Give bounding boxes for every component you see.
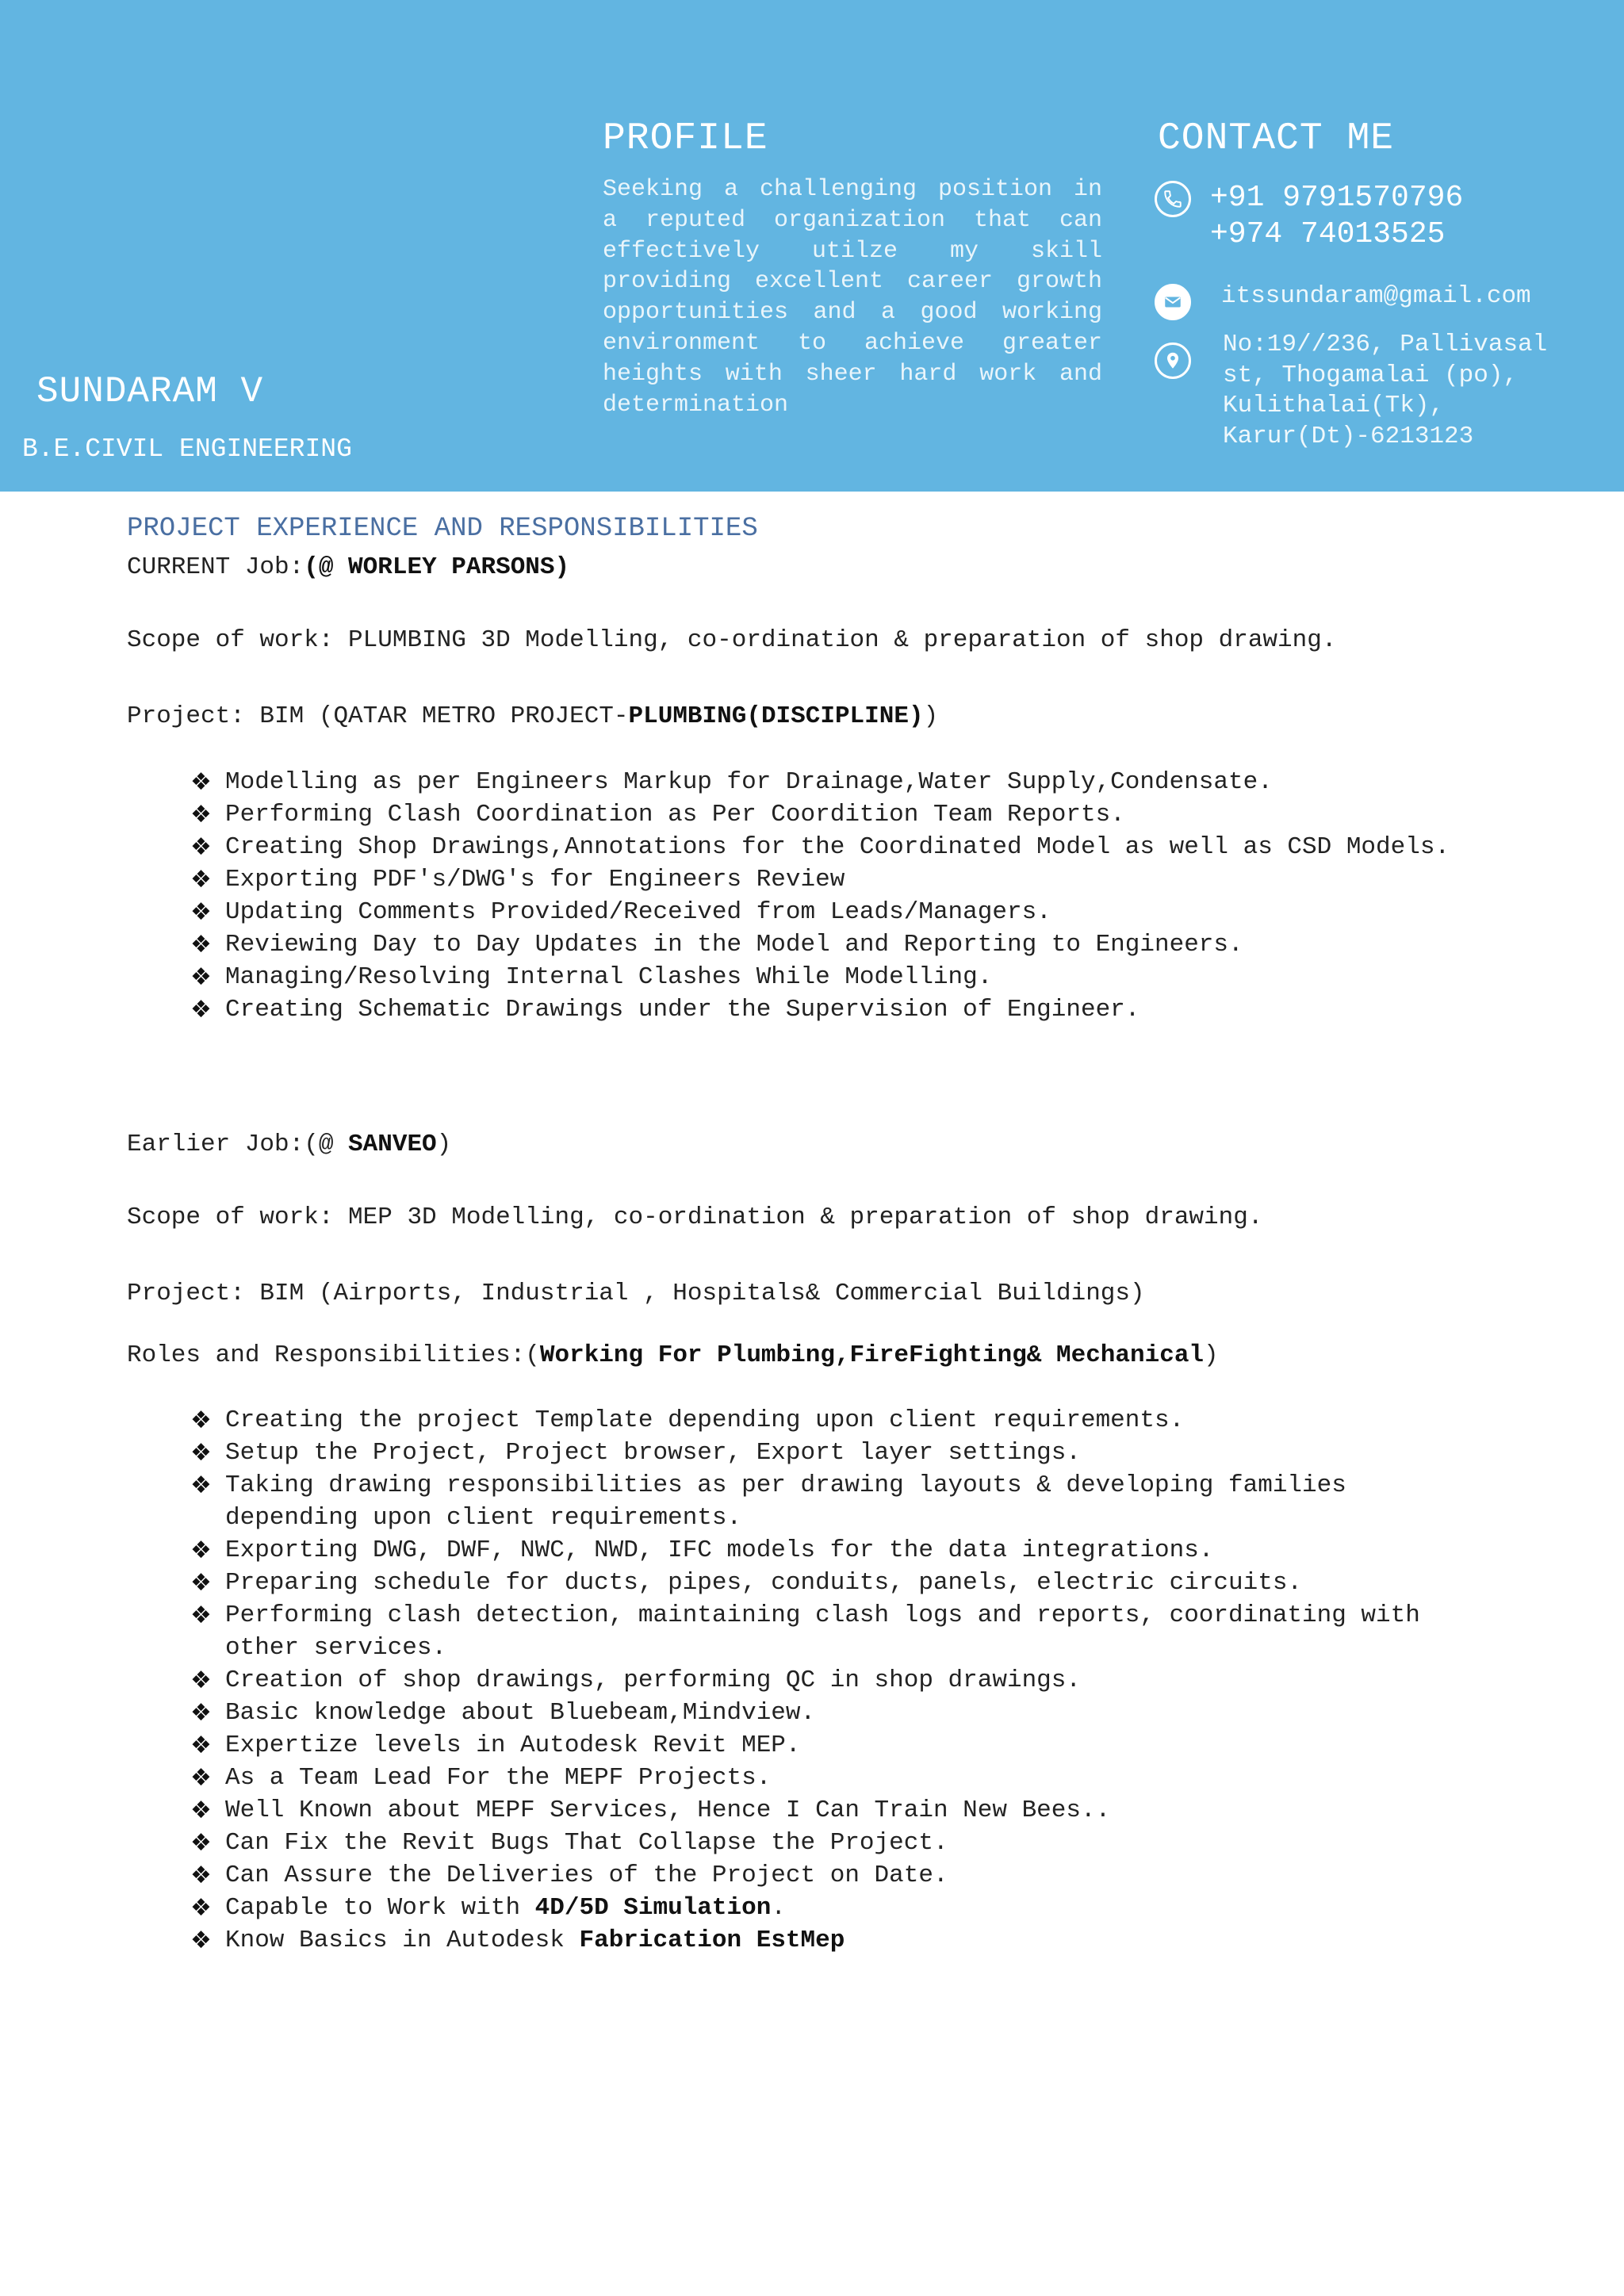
list-item [190, 1762, 1491, 1794]
earlier-project: Project: BIM (Airports, Industrial , Hospitals& Commercial Buildings) [127, 1280, 1145, 1307]
current-project-discipline: PLUMBING(DISCIPLINE) [628, 702, 924, 730]
list-item [190, 1859, 1491, 1892]
list-item [190, 1567, 1491, 1599]
bullet-diamond-icon: ❖ [190, 1829, 212, 1857]
candidate-degree: B.E.CIVIL ENGINEERING [22, 434, 352, 464]
bullet-text: Capable to Work with [225, 1894, 535, 1922]
contact-heading: CONTACT ME [1158, 117, 1395, 160]
current-project-label: Project: BIM (QATAR METRO PROJECT- [127, 702, 629, 730]
bullet-diamond-icon: ❖ [190, 866, 212, 894]
experience-section [127, 514, 1491, 1954]
location-icon [1155, 342, 1191, 379]
section-title: PROJECT EXPERIENCE AND RESPONSIBILITIES [127, 514, 758, 544]
bullet-diamond-icon: ❖ [190, 1699, 212, 1727]
bullet-text: . [771, 1894, 786, 1922]
list-item [190, 1892, 1491, 1924]
list-item [190, 766, 1491, 798]
earlier-job-line [127, 1131, 451, 1158]
current-job-label: CURRENT Job: [127, 553, 304, 581]
bullet-diamond-icon: ❖ [190, 768, 212, 796]
current-project-line [127, 702, 938, 730]
list-item [190, 1794, 1491, 1827]
list-item [190, 1664, 1491, 1697]
bullet-text-bold: 4D/5D Simulation [534, 1894, 772, 1922]
bullet-text: Can Assure the Deliveries of the Project on Date. [225, 1862, 948, 1889]
list-item [190, 1697, 1491, 1729]
bullet-diamond-icon: ❖ [190, 833, 212, 861]
bullet-text: Exporting DWG, DWF, NWC, NWD, IFC models for the data integrations. [225, 1536, 1214, 1564]
bullet-text: Performing Clash Coordination as Per Coordition Team Reports. [225, 801, 1125, 828]
bullet-text: Can Fix the Revit Bugs That Collapse the Project. [225, 1829, 948, 1857]
earlier-responsibilities-list [190, 1404, 1491, 1957]
bullet-text: Updating Comments Provided/Received from Leads/Managers. [225, 898, 1051, 926]
earlier-roles-line [127, 1341, 1219, 1369]
bullet-diamond-icon: ❖ [190, 1601, 212, 1629]
bullet-text: Managing/Resolving Internal Clashes While Modelling. [225, 963, 993, 991]
list-item [190, 1404, 1491, 1437]
bullet-text: Creating the project Template depending upon client requirements. [225, 1406, 1185, 1434]
bullet-diamond-icon: ❖ [190, 996, 212, 1024]
bullet-diamond-icon: ❖ [190, 1471, 212, 1499]
bullet-diamond-icon: ❖ [190, 801, 212, 828]
bullet-text: As a Team Lead For the MEPF Projects. [225, 1764, 772, 1792]
phone-icon [1155, 181, 1191, 217]
list-item [190, 993, 1491, 1026]
bullet-diamond-icon: ❖ [190, 1439, 212, 1467]
bullet-text: Reviewing Day to Day Updates in the Model and Reporting to Engineers. [225, 931, 1243, 959]
bullet-diamond-icon: ❖ [190, 1732, 212, 1759]
list-item [190, 896, 1491, 928]
list-item [190, 1437, 1491, 1469]
bullet-text: Know Basics in Autodesk [225, 1927, 580, 1954]
earlier-scope: Scope of work: MEP 3D Modelling, co-ordination & preparation of shop drawing. [127, 1203, 1263, 1231]
earlier-roles-close: ) [1204, 1341, 1219, 1369]
bullet-text: Taking drawing responsibilities as per drawing layouts & developing families depending upon client requirements. [225, 1471, 1346, 1532]
current-job-line [127, 553, 569, 581]
candidate-name: SUNDARAM V [36, 371, 264, 412]
bullet-diamond-icon: ❖ [190, 1667, 212, 1694]
bullet-text: Expertize levels in Autodesk Revit MEP. [225, 1732, 801, 1759]
list-item [190, 1534, 1491, 1567]
bullet-text: Preparing schedule for ducts, pipes, conduits, panels, electric circuits. [225, 1569, 1303, 1597]
bullet-diamond-icon: ❖ [190, 1536, 212, 1564]
bullet-text-bold: Fabrication EstMep [579, 1927, 845, 1954]
bullet-diamond-icon: ❖ [190, 1894, 212, 1922]
bullet-text: Modelling as per Engineers Markup for Drainage,Water Supply,Condensate. [225, 768, 1273, 796]
bullet-diamond-icon: ❖ [190, 1569, 212, 1597]
list-item [190, 928, 1491, 961]
list-item [190, 1599, 1491, 1664]
bullet-text: Performing clash detection, maintaining clash logs and reports, coordinating with other services. [225, 1601, 1420, 1662]
bullet-diamond-icon: ❖ [190, 1764, 212, 1792]
bullet-diamond-icon: ❖ [190, 1406, 212, 1434]
bullet-diamond-icon: ❖ [190, 1797, 212, 1824]
bullet-diamond-icon: ❖ [190, 1862, 212, 1889]
email-address[interactable]: itssundaram@gmail.com [1221, 282, 1531, 310]
bullet-diamond-icon: ❖ [190, 898, 212, 926]
current-scope: Scope of work: PLUMBING 3D Modelling, co-ordination & preparation of shop drawing. [127, 626, 1337, 654]
header-banner [0, 0, 1624, 492]
profile-text: Seeking a challenging position in a reputed organization that can effectively utilze my skill providing excellent career growth opportunities and a good working environment to achieve greater heights with sheer hard work and determination [603, 176, 1102, 419]
list-item [190, 1469, 1491, 1534]
bullet-diamond-icon: ❖ [190, 931, 212, 959]
bullet-text: Creating Schematic Drawings under the Supervision of Engineer. [225, 996, 1140, 1024]
list-item [190, 863, 1491, 896]
earlier-job-close: ) [436, 1131, 452, 1158]
earlier-job-label: Earlier Job:(@ [127, 1131, 349, 1158]
bullet-text: Basic knowledge about Bluebeam,Mindview. [225, 1699, 816, 1727]
list-item [190, 961, 1491, 993]
list-item [190, 1729, 1491, 1762]
bullet-text: Well Known about MEPF Services, Hence I Can Train New Bees.. [225, 1797, 1111, 1824]
bullet-text: Creation of shop drawings, performing QC in shop drawings. [225, 1667, 1081, 1694]
bullet-text: Setup the Project, Project browser, Export layer settings. [225, 1439, 1081, 1467]
list-item [190, 831, 1491, 863]
list-item [190, 1924, 1491, 1957]
bullet-text: Creating Shop Drawings,Annotations for the Coordinated Model as well as CSD Models. [225, 833, 1450, 861]
current-job-company: (@ WORLEY PARSONS) [304, 553, 570, 581]
earlier-roles-disciplines: Working For Plumbing,FireFighting& Mechanical [539, 1341, 1205, 1369]
current-project-close: ) [923, 702, 939, 730]
phone-number-2[interactable]: +974 74013525 [1210, 217, 1446, 251]
bullet-text: Exporting PDF's/DWG's for Engineers Review [225, 866, 845, 894]
postal-address: No:19//236, Pallivasal st, Thogamalai (po), Kulithalai(Tk), Karur(Dt)-6213123 [1223, 331, 1548, 450]
earlier-roles-label: Roles and Responsibilities:( [127, 1341, 540, 1369]
list-item [190, 1827, 1491, 1859]
list-item [190, 798, 1491, 831]
earlier-job-company: SANVEO [348, 1131, 437, 1158]
email-icon [1155, 284, 1191, 320]
current-responsibilities-list [190, 766, 1491, 1026]
bullet-diamond-icon: ❖ [190, 963, 212, 991]
phone-number-1[interactable]: +91 9791570796 [1210, 181, 1464, 215]
bullet-diamond-icon: ❖ [190, 1927, 212, 1954]
profile-heading: PROFILE [603, 117, 768, 160]
